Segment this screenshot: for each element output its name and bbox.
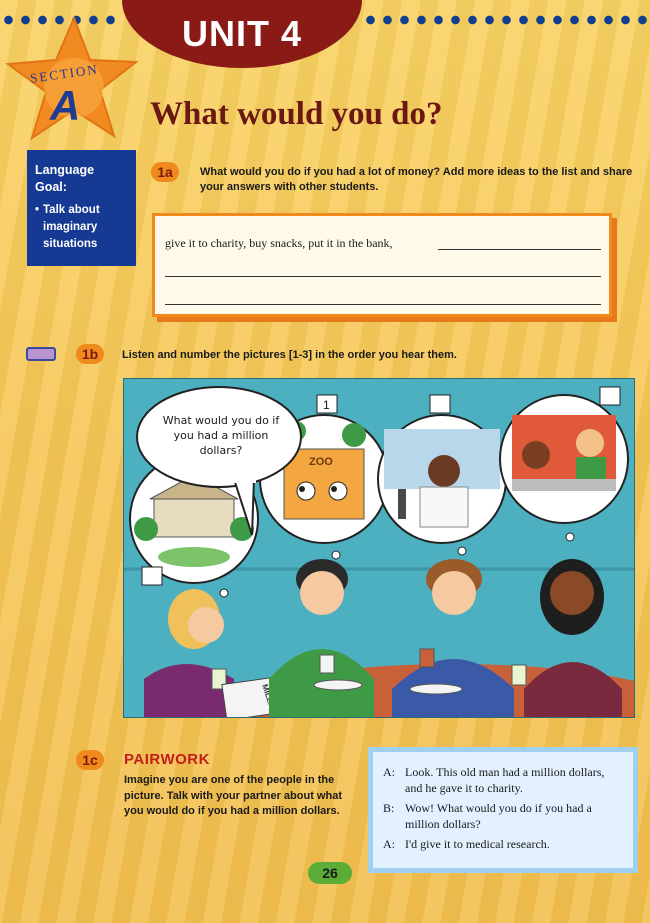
- plate-right: [410, 684, 462, 694]
- section-letter: A: [50, 82, 81, 129]
- language-goal-item: • Talk about imaginary situations: [35, 202, 128, 253]
- picture-number-1: 1: [323, 398, 330, 412]
- cassette-icon: [26, 347, 56, 361]
- dialog-text: Look. This old man had a million dollars, and he gave it to charity.: [405, 765, 605, 795]
- unit-banner: [122, 0, 362, 68]
- page-title: What would you do?: [150, 96, 443, 132]
- pairwork-label: PAIRWORK: [124, 751, 210, 768]
- dialog-speaker: A:: [383, 837, 395, 851]
- answer-box: [152, 213, 612, 317]
- dialog-box: [368, 747, 638, 873]
- dialog-line: [383, 764, 623, 796]
- dialog-line: [383, 800, 623, 832]
- pairwork-instruction: Imagine you are one of the people in the picture. Talk with your partner about what you would do if you had a million dollars.: [124, 774, 342, 817]
- answer-blank-line-3[interactable]: [165, 304, 601, 305]
- answer-blank-line-2[interactable]: [165, 276, 601, 277]
- answer-blank-line-1[interactable]: [438, 249, 601, 250]
- dialog-text: I'd give it to medical research.: [405, 837, 550, 851]
- answer-text: give it to charity, buy snacks, put it in the bank,: [165, 236, 393, 250]
- dialog-speaker: B:: [383, 801, 395, 815]
- language-goal-box: [27, 150, 136, 266]
- picture-number-box-4[interactable]: [142, 567, 162, 585]
- activity-1b-instruction: Listen and number the pictures [1-3] in the order you hear them.: [122, 349, 457, 361]
- dialog-speaker: A:: [383, 765, 395, 779]
- top-dot-rule-right: [362, 14, 650, 26]
- listening-illustration: [123, 378, 635, 718]
- plate-left: [314, 680, 362, 690]
- dialog-line: [383, 836, 623, 852]
- activity-1c-badge: 1c: [76, 750, 104, 770]
- zoo-sign: ZOO: [309, 456, 333, 468]
- language-goal-title: Language Goal:: [35, 163, 95, 194]
- activity-1b-badge: 1b: [76, 344, 104, 364]
- page-number: 26: [308, 862, 352, 884]
- dialog-text: Wow! What would you do if you had a million dollars?: [405, 801, 592, 831]
- speech-bubble-text: What would you do if you had a million dollars?: [162, 414, 280, 457]
- picture-number-box-3[interactable]: [600, 387, 620, 405]
- activity-1a-badge: 1a: [151, 162, 179, 182]
- activity-1a-instruction: What would you do if you had a lot of money? Add more ideas to the list and share your answers with other students.: [200, 166, 633, 193]
- thought-bank: [500, 395, 628, 523]
- thought-research: [378, 415, 506, 543]
- unit-title: UNIT 4: [181, 13, 302, 54]
- picture-number-box-2[interactable]: [430, 395, 450, 413]
- section-word: SECTION: [29, 61, 100, 86]
